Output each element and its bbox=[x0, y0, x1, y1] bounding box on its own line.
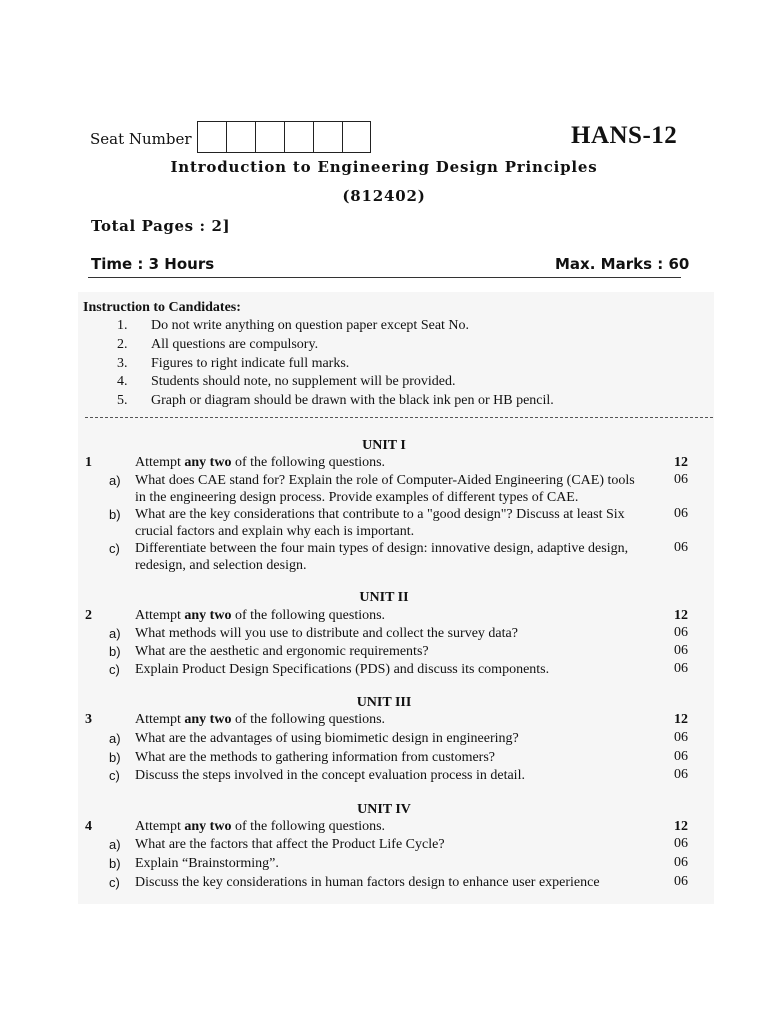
sub-question-marks: 06 bbox=[674, 643, 688, 658]
sub-question-text: Discuss the steps involved in the concept evaluation process in detail. bbox=[135, 768, 525, 783]
seat-box[interactable] bbox=[197, 121, 226, 153]
seat-box[interactable] bbox=[313, 121, 342, 153]
instruction-item bbox=[117, 337, 318, 353]
sub-question-marks: 06 bbox=[674, 749, 688, 764]
sub-question-marks: 06 bbox=[674, 661, 688, 676]
prompt-emphasis: any two bbox=[184, 455, 232, 470]
prompt-text: of the following questions. bbox=[231, 819, 386, 834]
prompt-text: Attempt bbox=[135, 819, 185, 834]
prompt-emphasis: any two bbox=[184, 819, 232, 834]
question-prompt bbox=[135, 608, 385, 624]
seat-box[interactable] bbox=[284, 121, 313, 153]
question-prompt bbox=[135, 712, 385, 728]
sub-question-marks: 06 bbox=[674, 625, 688, 640]
instruction-number: 5. bbox=[117, 393, 128, 408]
sub-question-label: b) bbox=[109, 856, 121, 871]
question-number: 3 bbox=[85, 712, 92, 727]
total-pages: Total Pages : 2] bbox=[91, 217, 231, 235]
instruction-text: Students should note, no supplement will be provided. bbox=[151, 374, 456, 389]
question-number: 4 bbox=[85, 819, 92, 834]
paper-code: HANS-12 bbox=[571, 122, 678, 149]
prompt-emphasis: any two bbox=[184, 608, 232, 623]
sub-question-text: What are the methods to gathering information from customers? bbox=[135, 750, 496, 765]
prompt-text: of the following questions. bbox=[231, 712, 386, 727]
sub-question-text: Differentiate between the four main types of design: innovative design, adaptive design, bbox=[135, 541, 629, 556]
prompt-text: Attempt bbox=[135, 608, 185, 623]
instruction-item bbox=[117, 374, 455, 390]
question-marks: 12 bbox=[674, 455, 688, 470]
header-divider bbox=[88, 277, 681, 278]
seat-box[interactable] bbox=[255, 121, 284, 153]
instruction-item bbox=[117, 393, 554, 409]
exam-title: Introduction to Engineering Design Principles bbox=[170, 158, 598, 176]
sub-question-label: a) bbox=[109, 626, 121, 641]
sub-question-marks: 06 bbox=[674, 506, 688, 521]
sub-question-label: a) bbox=[109, 837, 121, 852]
sub-question-marks: 06 bbox=[674, 730, 688, 745]
sub-question-marks: 06 bbox=[674, 540, 688, 555]
prompt-text: Attempt bbox=[135, 712, 185, 727]
seat-box[interactable] bbox=[226, 121, 255, 153]
sub-question-label: c) bbox=[109, 875, 120, 890]
instruction-text: Figures to right indicate full marks. bbox=[151, 356, 350, 371]
unit-heading: UNIT I bbox=[362, 438, 406, 453]
unit-heading: UNIT II bbox=[359, 590, 409, 605]
course-code: (812402) bbox=[342, 187, 426, 205]
prompt-emphasis: any two bbox=[184, 712, 232, 727]
sub-question-marks: 06 bbox=[674, 836, 688, 851]
sub-question-text: What are the aesthetic and ergonomic requirements? bbox=[135, 644, 429, 659]
sub-question-marks: 06 bbox=[674, 855, 688, 870]
sub-question-label: c) bbox=[109, 768, 120, 783]
seat-box[interactable] bbox=[342, 121, 371, 153]
instruction-text: Graph or diagram should be drawn with the black ink pen or HB pencil. bbox=[151, 393, 554, 408]
instructions-divider bbox=[85, 417, 713, 418]
sub-question-text: What methods will you use to distribute and collect the survey data? bbox=[135, 626, 518, 641]
instructions-heading: Instruction to Candidates: bbox=[83, 300, 241, 315]
sub-question-text: in the engineering design process. Provide examples of different types of CAE. bbox=[135, 490, 579, 505]
question-marks: 12 bbox=[674, 608, 688, 623]
prompt-text: Attempt bbox=[135, 455, 185, 470]
prompt-text: of the following questions. bbox=[231, 608, 386, 623]
question-number: 1 bbox=[85, 455, 92, 470]
sub-question-text: redesign, and selection design. bbox=[135, 558, 307, 573]
question-marks: 12 bbox=[674, 712, 688, 727]
seat-number-boxes[interactable] bbox=[197, 121, 371, 153]
sub-question-text: crucial factors and explain why each is important. bbox=[135, 524, 415, 539]
sub-question-marks: 06 bbox=[674, 472, 688, 487]
exam-time: Time : 3 Hours bbox=[91, 255, 215, 273]
question-prompt bbox=[135, 819, 385, 835]
instruction-item bbox=[117, 356, 349, 372]
question-prompt bbox=[135, 455, 385, 471]
instruction-text: Do not write anything on question paper except Seat No. bbox=[151, 318, 470, 333]
sub-question-marks: 06 bbox=[674, 767, 688, 782]
sub-question-text: What does CAE stand for? Explain the role of Computer-Aided Engineering (CAE) tools bbox=[135, 473, 635, 488]
seat-number-label: Seat Number bbox=[90, 130, 192, 148]
sub-question-text: Explain “Brainstorming”. bbox=[135, 856, 279, 871]
sub-question-text: What are the factors that affect the Product Life Cycle? bbox=[135, 837, 445, 852]
sub-question-label: c) bbox=[109, 662, 120, 677]
sub-question-label: b) bbox=[109, 750, 121, 765]
instruction-number: 1. bbox=[117, 318, 128, 333]
sub-question-text: What are the advantages of using biomimetic design in engineering? bbox=[135, 731, 519, 746]
sub-question-text: Discuss the key considerations in human factors design to enhance user experience bbox=[135, 875, 600, 890]
unit-heading: UNIT IV bbox=[357, 802, 411, 817]
unit-heading: UNIT III bbox=[356, 695, 412, 710]
sub-question-label: b) bbox=[109, 644, 121, 659]
instruction-number: 2. bbox=[117, 337, 128, 352]
question-number: 2 bbox=[85, 608, 92, 623]
sub-question-label: b) bbox=[109, 507, 121, 522]
max-marks: Max. Marks : 60 bbox=[555, 255, 690, 273]
instruction-number: 3. bbox=[117, 356, 128, 371]
sub-question-text: Explain Product Design Specifications (PDS) and discuss its components. bbox=[135, 662, 550, 677]
prompt-text: of the following questions. bbox=[231, 455, 386, 470]
instruction-item bbox=[117, 318, 469, 334]
sub-question-marks: 06 bbox=[674, 874, 688, 889]
sub-question-label: a) bbox=[109, 731, 121, 746]
sub-question-label: a) bbox=[109, 473, 121, 488]
instruction-text: All questions are compulsory. bbox=[151, 337, 319, 352]
question-marks: 12 bbox=[674, 819, 688, 834]
sub-question-text: What are the key considerations that contribute to a "good design"? Discuss at least Six bbox=[135, 507, 625, 522]
sub-question-label: c) bbox=[109, 541, 120, 556]
instruction-number: 4. bbox=[117, 374, 128, 389]
